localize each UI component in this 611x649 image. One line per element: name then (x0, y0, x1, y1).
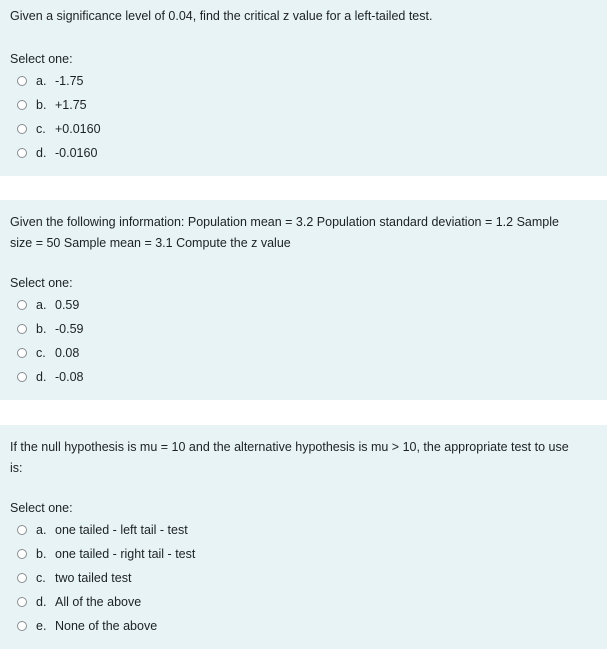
answer-list (17, 518, 195, 638)
option-letter: c. (36, 122, 46, 136)
option-text: two tailed test (55, 571, 132, 585)
answer-option-c[interactable] (17, 117, 101, 141)
answer-option-c[interactable] (17, 566, 195, 590)
option-text: -0.59 (55, 322, 84, 336)
answer-option-a[interactable] (17, 518, 195, 542)
option-text: None of the above (55, 619, 158, 633)
option-text: -1.75 (55, 74, 84, 88)
select-one-label: Select one: (10, 276, 73, 290)
option-letter: d. (36, 595, 47, 609)
answer-option-b[interactable] (17, 317, 84, 341)
option-letter: b. (36, 98, 47, 112)
option-text: one tailed - left tail - test (55, 523, 188, 537)
question-text: Given a significance level of 0.04, find the critical z value for a left-tailed test. (10, 9, 433, 23)
option-letter: b. (36, 322, 47, 336)
option-text: +1.75 (55, 98, 87, 112)
option-text: All of the above (55, 595, 142, 609)
radio-button[interactable] (17, 549, 27, 559)
option-text: 0.08 (55, 346, 80, 360)
question-card-3 (0, 425, 607, 649)
option-text: -0.0160 (55, 146, 98, 160)
option-letter: a. (36, 523, 47, 537)
radio-button[interactable] (17, 597, 27, 607)
option-text: one tailed - right tail - test (55, 547, 196, 561)
answer-option-c[interactable] (17, 341, 84, 365)
answer-option-d[interactable] (17, 365, 84, 389)
question-card-1 (0, 0, 607, 176)
answer-option-a[interactable] (17, 293, 84, 317)
radio-button[interactable] (17, 348, 27, 358)
radio-button[interactable] (17, 324, 27, 334)
option-letter: c. (36, 346, 46, 360)
radio-button[interactable] (17, 300, 27, 310)
question-text: If the null hypothesis is mu = 10 and the alternative hypothesis is mu > 10, the appropriate test to use is: (10, 440, 569, 475)
answer-list (17, 69, 101, 165)
answer-option-b[interactable] (17, 93, 101, 117)
option-letter: d. (36, 370, 47, 384)
select-one-label: Select one: (10, 52, 73, 66)
radio-button[interactable] (17, 372, 27, 382)
option-letter: d. (36, 146, 47, 160)
answer-list (17, 293, 84, 389)
radio-button[interactable] (17, 76, 27, 86)
radio-button[interactable] (17, 573, 27, 583)
radio-button[interactable] (17, 525, 27, 535)
option-text: -0.08 (55, 370, 84, 384)
option-letter: a. (36, 74, 47, 88)
answer-option-b[interactable] (17, 542, 195, 566)
option-text: +0.0160 (55, 122, 101, 136)
radio-button[interactable] (17, 148, 27, 158)
answer-option-d[interactable] (17, 141, 101, 165)
option-letter: a. (36, 298, 47, 312)
answer-option-a[interactable] (17, 69, 101, 93)
radio-button[interactable] (17, 124, 27, 134)
radio-button[interactable] (17, 100, 27, 110)
question-text: Given the following information: Population mean = 3.2 Population standard deviation = 1.2 Sample size = 50 Sample mean = 3.1 Compute the z value (10, 215, 559, 250)
option-text: 0.59 (55, 298, 80, 312)
option-letter: c. (36, 571, 46, 585)
option-letter: b. (36, 547, 47, 561)
question-card-2 (0, 200, 607, 400)
answer-option-d[interactable] (17, 590, 195, 614)
radio-button[interactable] (17, 621, 27, 631)
option-letter: e. (36, 619, 47, 633)
answer-option-e[interactable] (17, 614, 195, 638)
select-one-label: Select one: (10, 501, 73, 515)
